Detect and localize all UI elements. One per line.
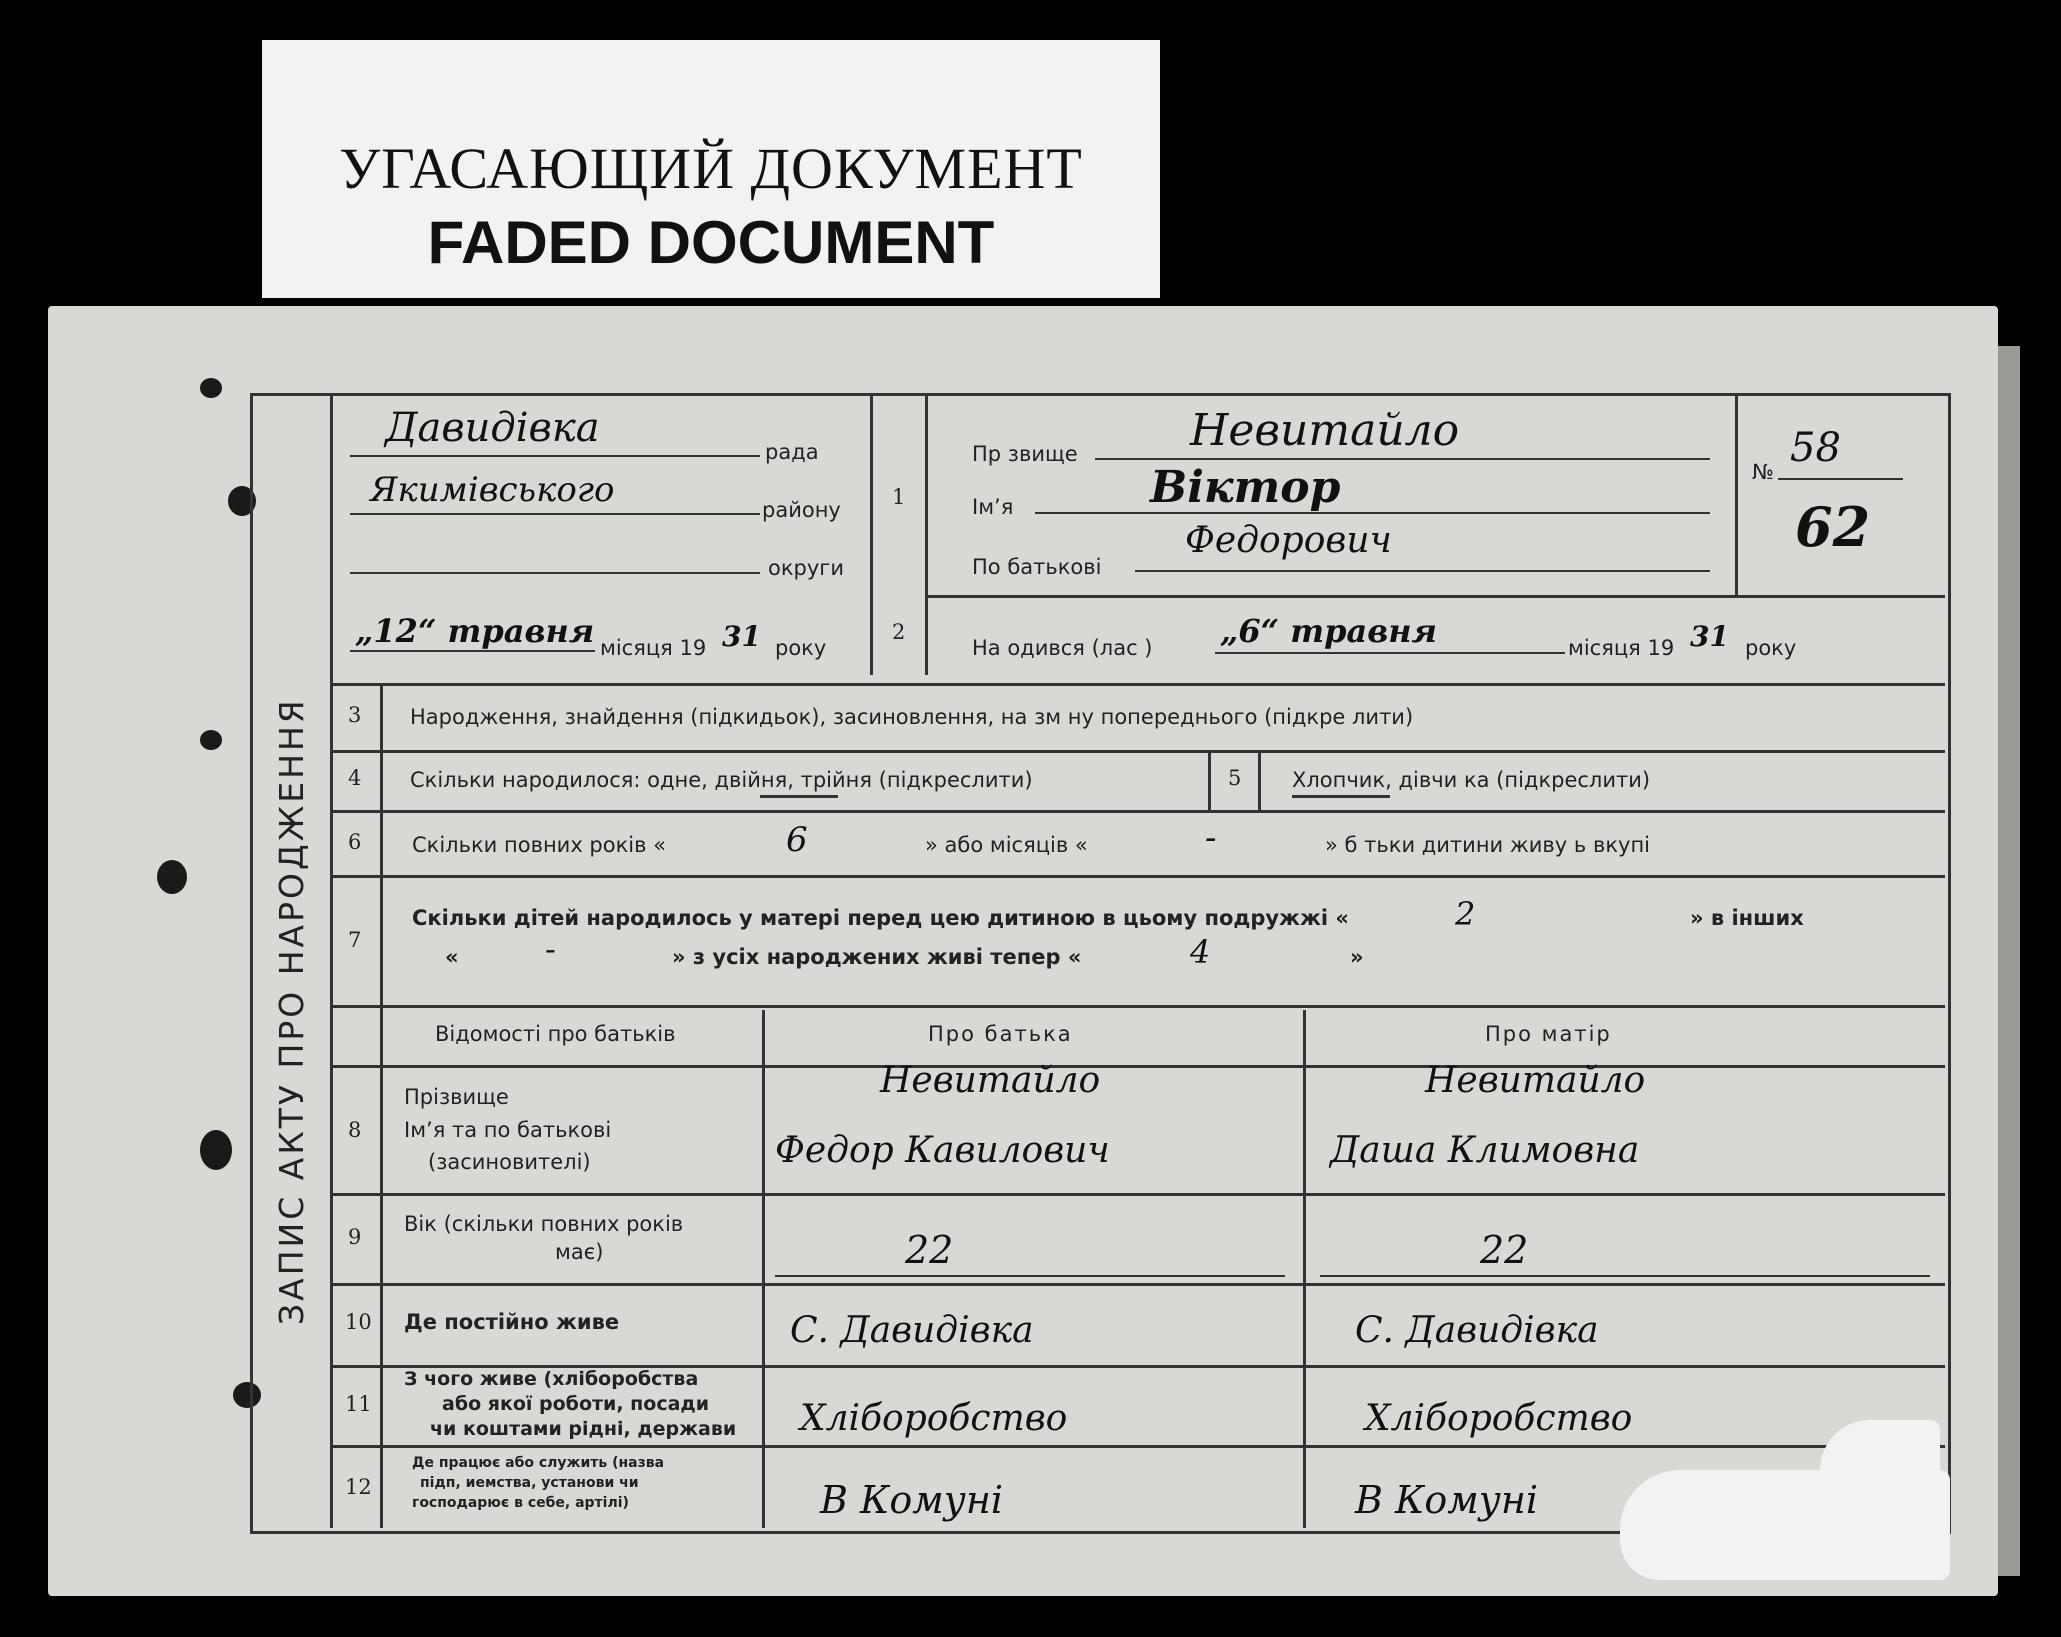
father-name-handwritten: Федор Кавилович [775,1130,1110,1171]
workplace-row-label: Де працює або служить (назва [412,1455,665,1471]
age-years-handwritten: 6 [786,820,808,860]
surname-row-label: Прізвище [404,1085,509,1109]
birth-year-handwritten: 31 [1690,620,1729,653]
child-patronymic-handwritten: Федорович [1185,520,1392,561]
village-handwritten: Давидівка [385,405,600,451]
age-row-label: Вік (скільки повних років [404,1212,684,1236]
children-count-handwritten: 2 [1455,895,1476,933]
children-line2-a: « [445,945,459,969]
registration-date-handwritten: „12“ травня [355,612,595,650]
birth-day-handwritten: „6“ травня [1220,612,1437,650]
row-number: 3 [348,703,362,727]
mother-workplace-handwritten: В Комуні [1355,1478,1539,1522]
banner-title-en: FADED DOCUMENT [427,209,995,276]
birth-year-label: року [1745,636,1797,660]
multiplicity-text: Скільки народилося: одне, двійня, трійня (підкреслити) [410,768,1033,792]
registration-month-label: місяця 19 [600,636,707,660]
occupation-row-label-3: чи коштами рідні, держави [430,1418,737,1440]
age-label-c: » б тьки дитини живу ь вкупі [1325,833,1651,857]
registration-year-label: року [775,636,827,660]
punch-hole [200,378,222,398]
surname-label: Пр звище [972,442,1078,466]
mother-residence-handwritten: С. Давидівка [1355,1310,1599,1351]
row-number: 8 [348,1118,362,1142]
row-number: 2 [892,620,906,644]
name-label: Ім’я [972,495,1014,519]
child-surname-handwritten: Невитайло [1190,405,1460,456]
row-number: 9 [348,1225,362,1249]
children-others-handwritten: - [545,930,556,968]
children-line2-c: » [1350,945,1364,969]
age-months-handwritten: - [1205,818,1217,858]
torn-paper-corner [1820,1420,1940,1500]
parents-info-header: Відомості про батьків [435,1022,676,1046]
punch-hole [200,730,222,750]
record-number-top-handwritten: 58 [1790,425,1841,471]
mother-header: Про матір [1485,1022,1612,1046]
underline-mark [1292,795,1390,798]
underline-mark [760,795,838,798]
patronymic-label: По батькові [972,555,1102,579]
rada-label: рада [765,440,819,464]
children-line1: Скільки дітей народилось у матері перед цею дитиною в цьому подружжі « [412,906,1349,930]
father-workplace-handwritten: В Комуні [820,1478,1004,1522]
raion-label: району [762,498,841,522]
registration-year-handwritten: 31 [722,620,761,653]
mother-surname-handwritten: Невитайло [1425,1060,1646,1101]
okrug-label: округи [768,556,844,580]
workplace-row-label-2: підп, иемства, установи чи [420,1475,639,1491]
birth-label: На одився (лас ) [972,636,1153,660]
father-age-handwritten: 22 [905,1228,954,1272]
children-alive-handwritten: 4 [1190,933,1211,971]
residence-row-label: Де постійно живе [404,1310,620,1334]
children-line1-end: » в інших [1690,906,1804,930]
record-number-label: № [1752,460,1774,484]
row-number: 6 [348,830,362,854]
birth-month-label: місяця 19 [1568,636,1675,660]
mother-name-handwritten: Даша Климовна [1330,1130,1640,1171]
father-header: Про батька [928,1022,1073,1046]
father-occupation-handwritten: Хліборобство [800,1398,1068,1439]
sex-text: Хлопчик, дівчи ка (підкреслити) [1292,768,1651,792]
faded-document-banner [262,40,1160,298]
adoptive-label: (засиновителі) [428,1150,591,1174]
row-number: 11 [345,1392,372,1416]
banner-title-ru: УГАСАЮЩИЙ ДОКУМЕНТ [339,136,1083,201]
record-number-bottom-handwritten: 62 [1795,495,1871,559]
row-number: 12 [345,1475,372,1499]
raion-handwritten: Якимівського [370,470,615,510]
father-residence-handwritten: С. Давидівка [790,1310,1034,1351]
workplace-row-label-3: господарює в себе, артілі) [412,1495,629,1511]
row-number: 4 [348,766,362,790]
row-number: 5 [1228,766,1242,790]
age-label-b: » або місяців « [925,833,1088,857]
occupation-row-label: З чого живе (хліборобства [404,1368,699,1390]
punch-hole [200,1130,232,1170]
row-number: 10 [345,1310,372,1334]
row-number: 7 [348,928,362,952]
mother-age-handwritten: 22 [1480,1228,1529,1272]
father-surname-handwritten: Невитайло [880,1060,1101,1101]
name-row-label: Ім’я та по батькові [404,1118,612,1142]
age-label-a: Скільки повних років « [412,833,667,857]
birth-type-text: Народження, знайдення (підкидьок), засиновлення, на зм ну попереднього (підкре лити) [410,705,1414,729]
row-number: 1 [892,485,906,509]
child-name-handwritten: Віктор [1150,462,1341,513]
form-title: ЗАПИС АКТУ ПРО НАРОДЖЕННЯ [272,697,311,1325]
age-row-label-2: має) [555,1240,604,1264]
mother-occupation-handwritten: Хліборобство [1365,1398,1633,1439]
punch-hole [157,860,187,894]
occupation-row-label-2: або якої роботи, посади [442,1393,710,1415]
children-line2-b: » з усіх народжених живі тепер « [672,945,1082,969]
